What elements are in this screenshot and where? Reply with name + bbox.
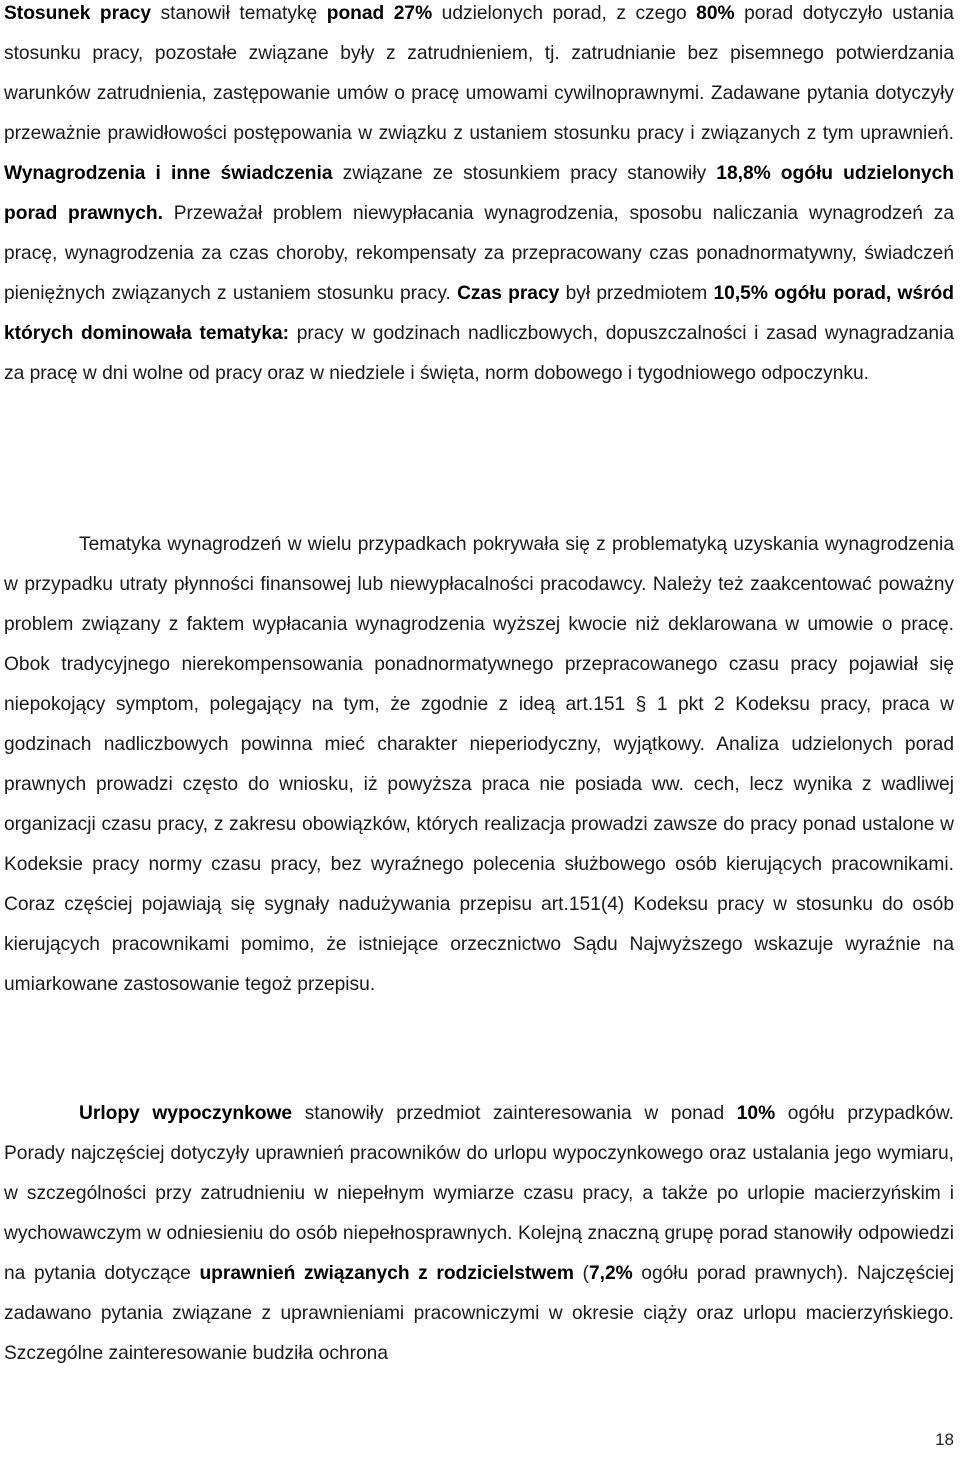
text-run: pracy w godzinach nadliczbowych, dopuszczalności i zasad wynagradzania za pracę w dni wolne od pracy oraz w niedziele i święta, norm dobowego i tygodniowego odpoczynku. — [4, 323, 954, 384]
text-run: Tematyka wynagrodzeń w wielu przypadkach pokrywała się z problematyką uzyskania wynagrodzenia w przypadku utraty płynności finansowej lub niewypłacalności pracodawcy. Należy też zaakcentować poważny problem związany z faktem wypłacania wynagrodzenia wyższej kwocie niż deklarowana w umowie o pracę. Obok tradycyjnego nierekompensowania ponadnormatywnego przepracowanego czasu pracy pojawiał się niepokojący symptom, polegający na tym, że zgodnie z ideą art.151 § 1 pkt 2 Kodeksu pracy, praca w godzinach nadliczbowych powinna mieć charakter nieperiodyczny, wyjątkowy. Analiza udzielonych porad prawnych prowadzi często do wniosku, iż powyższa praca nie posiada ww. cech, lecz wynika z wadliwej organizacji czasu pracy, z zakresu obowiązków, których realizacja prowadzi zawsze do pracy ponad ustalone w Kodeksie pracy normy czasu pracy, bez wyraźnego polecenia służbowego osób kierujących pracownikami. Coraz częściej pojawiają się sygnały nadużywania przepisu art.151(4) Kodeksu pracy w stosunku do osób kierujących pracownikami pomimo, że istniejące orzecznictwo Sądu Najwyższego wskazuje wyraźnie na umiarkowane zastosowanie tegoż przepisu. — [4, 534, 954, 995]
text-run: stanowiły przedmiot zainteresowania w ponad — [292, 1103, 737, 1124]
bold-text-run: Urlopy wypoczynkowe — [79, 1103, 293, 1124]
text-run: udzielonych porad, z czego — [432, 3, 697, 24]
text-run: ogółu przypadków. Porady najczęściej dotyczyły uprawnień pracowników do urlopu wypoczynkowego oraz ustalania jego wymiaru, w szczególności przy zatrudnieniu w niepełnym wymiarze czasu pracy, a także po urlopie macierzyńskim i wychowawczym w odniesieniu do osób niepełnosprawnych. Kolejną znaczną grupę porad stanowiły odpowiedzi na pytania dotyczące — [4, 1103, 954, 1284]
bold-text-run: Wynagrodzenia i inne świadczenia — [4, 163, 333, 184]
bold-text-run: 18,8% ogółu udzielonych porad prawnych. — [4, 163, 954, 224]
bold-text-run: 7,2% — [588, 1263, 633, 1284]
text-run: porad dotyczyło ustania stosunku pracy, pozostałe związane były z zatrudnieniem, tj. zatrudnianie bez pisemnego potwierdzania warunków zatrudnienia, zastępowanie umów o pracę umowami cywilnoprawnymi. Zadawane pytania dotyczyły przeważnie prawidłowości postępowania w związku z ustaniem stosunku pracy i związanych z tym uprawnień. — [4, 3, 954, 144]
text-run: Przeważał problem niewypłacania wynagrodzenia, sposobu naliczania wynagrodzeń za pracę, wynagrodzenia za czas choroby, rekompensaty za przepracowany czas ponadnormatywny, świadczeń pieniężnych związanych z ustaniem stosunku pracy. — [4, 203, 954, 304]
bold-text-run: Czas pracy — [457, 283, 560, 304]
bold-text-run: Stosunek — [4, 3, 91, 24]
paragraph-holiday-leave — [4, 1094, 954, 1374]
text-run — [90, 3, 100, 24]
text-run: ( — [573, 1263, 589, 1284]
bold-text-run: pracy — [99, 3, 152, 24]
text-run: był przedmiotem — [559, 283, 714, 304]
bold-text-run: ponad 27% — [326, 3, 433, 24]
bold-text-run: uprawnień związanych z rodzicielstwem — [199, 1263, 574, 1284]
text-run: ogółu porad prawnych). Najczęściej zadawano pytania związane z uprawnieniami pracowniczymi w okresie ciąży oraz urlopu macierzyńskiego. Szczególne zainteresowanie budziła ochrona — [4, 1263, 954, 1364]
page-number: 18 — [935, 1430, 954, 1449]
paragraph-employment-relationship — [4, 0, 954, 394]
text-run: stanowił tematykę — [151, 3, 327, 24]
bold-text-run: 10% — [736, 1103, 776, 1124]
paragraph-remuneration — [4, 525, 954, 1005]
bold-text-run: 10,5% ogółu porad, wśród których dominowała tematyka: — [4, 283, 954, 344]
text-run: związane ze stosunkiem pracy stanowiły — [332, 163, 717, 184]
bold-text-run: 80% — [696, 3, 735, 24]
